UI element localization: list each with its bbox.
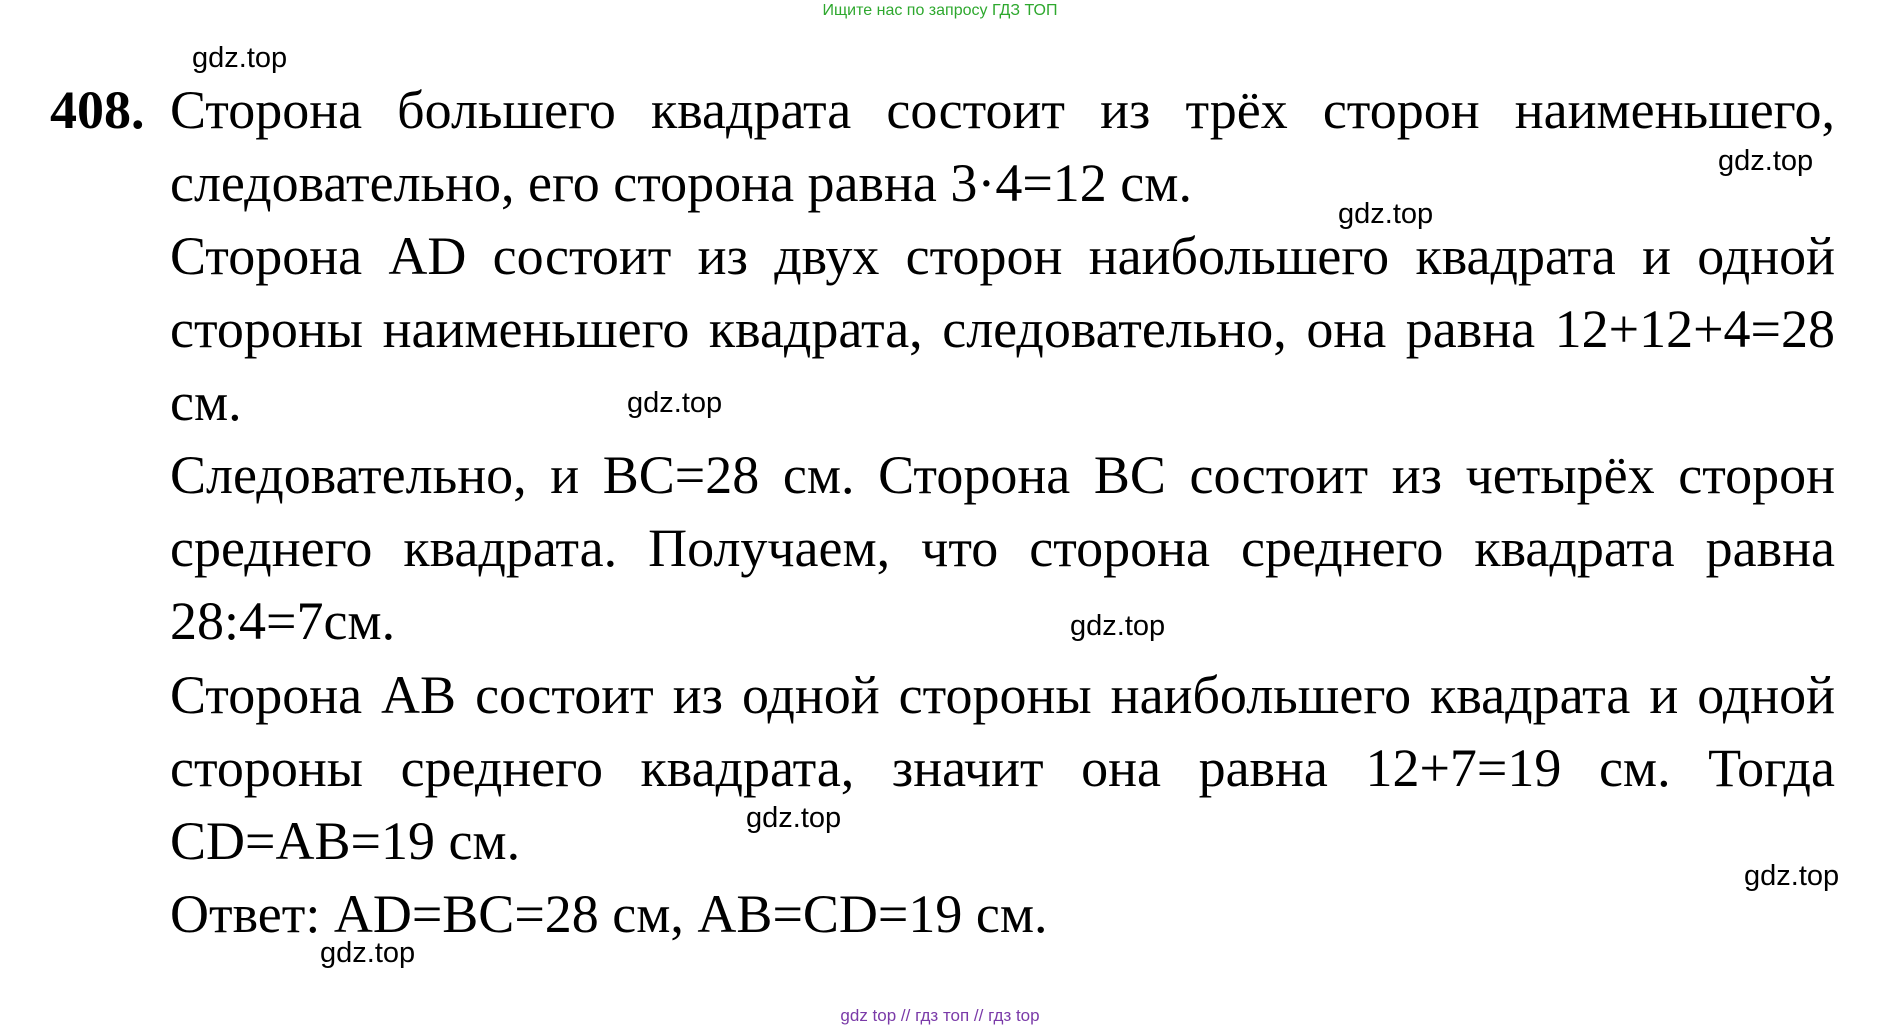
header-note: Ищите нас по запросу ГДЗ ТОП: [822, 2, 1058, 19]
paragraph-3: Следовательно, и BC=28 см. Сторона BC состоит из четырёх сторон среднего квадрата. Получаем, что сторона среднего квадрата равна 28:4=7см.: [170, 445, 1835, 651]
footer-note: gdz top // гдз топ // гдз top: [840, 1006, 1040, 1025]
watermark: gdz.top: [627, 387, 723, 419]
watermark: gdz.top: [1070, 610, 1166, 642]
watermark: gdz.top: [1718, 145, 1814, 177]
paragraph-1: Сторона большего квадрата состоит из трёх сторон наименьшего, следовательно, его сторона равна 3·4=12 см.: [170, 80, 1835, 213]
paragraph-2: Сторона AD состоит из двух сторон наибольшего квадрата и одной стороны наименьшего квадрата, следовательно, она равна 12+12+4=28 см.: [170, 226, 1835, 432]
watermark: gdz.top: [746, 802, 842, 834]
answer-paragraph: Ответ: AD=BC=28 см, AB=CD=19 см.: [170, 884, 1048, 944]
watermark: gdz.top: [1744, 860, 1840, 892]
watermark: gdz.top: [1338, 198, 1434, 230]
problem-number: 408.: [50, 80, 145, 140]
watermark: gdz.top: [192, 42, 288, 74]
watermark: gdz.top: [320, 937, 416, 969]
paragraph-4: Сторона AB состоит из одной стороны наибольшего квадрата и одной стороны среднего квадрата, значит она равна 12+7=19 см. Тогда CD=AB=19 см.: [170, 665, 1835, 871]
